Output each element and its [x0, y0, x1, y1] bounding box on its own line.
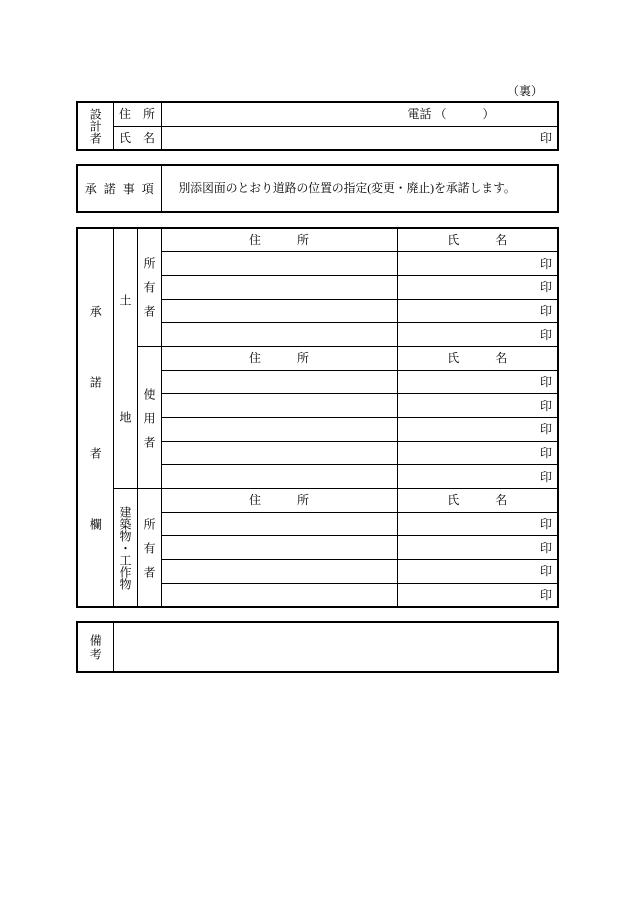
seal-mark: 印 — [539, 256, 552, 271]
name-cell — [397, 299, 558, 323]
name-cell — [397, 441, 558, 465]
name-cell — [397, 512, 558, 536]
name-cell — [397, 394, 558, 418]
column-header-address: 住 所 — [161, 489, 397, 513]
designer-name-label: 氏 名 — [113, 126, 161, 150]
land-label: 土地 — [118, 294, 132, 529]
seal-mark: 印 — [539, 398, 552, 413]
seal-mark: 印 — [539, 327, 552, 342]
remarks-label-cell — [77, 622, 113, 672]
column-header-name: 氏 名 — [397, 489, 558, 513]
consent-table — [76, 227, 559, 608]
designer-name-field — [161, 126, 558, 150]
name-cell — [397, 252, 558, 276]
name-cell — [397, 323, 558, 347]
address-cell — [161, 275, 397, 299]
seal-mark: 印 — [539, 280, 552, 295]
address-cell — [161, 299, 397, 323]
seal-mark: 印 — [539, 374, 552, 389]
seal-mark: 印 — [539, 130, 552, 145]
consent-item-text: 別添図面のとおり道路の位置の指定(変更・廃止)を承諾します。 — [161, 165, 558, 212]
reverse-side-label: （裏） — [507, 84, 544, 98]
consent-side-label: 承諾者欄 — [88, 305, 103, 589]
seal-mark: 印 — [539, 446, 552, 461]
designer-label: 設計者 — [88, 108, 103, 144]
address-cell — [161, 441, 397, 465]
name-cell — [397, 465, 558, 489]
address-cell — [161, 536, 397, 560]
seal-mark: 印 — [539, 422, 552, 437]
designer-address-field — [161, 102, 558, 126]
consent-item-table — [76, 164, 559, 213]
phone-label: 電話 （ ） — [407, 107, 495, 122]
designer-table — [76, 101, 559, 151]
land-user-header-row — [77, 346, 558, 370]
land-owner-header-row — [77, 228, 558, 252]
building-owner-label-cell — [137, 489, 161, 607]
seal-mark: 印 — [539, 469, 552, 484]
remarks-row — [77, 622, 558, 672]
address-cell — [161, 323, 397, 347]
name-cell — [397, 418, 558, 442]
seal-mark: 印 — [539, 564, 552, 579]
address-cell — [161, 465, 397, 489]
remarks-label: 備考 — [88, 634, 103, 662]
remarks-table — [76, 621, 559, 673]
address-cell — [161, 394, 397, 418]
seal-mark: 印 — [539, 587, 552, 602]
consent-item-label: 承 諾 事 項 — [77, 165, 161, 212]
designer-name-row — [77, 126, 558, 150]
designer-address-row — [77, 102, 558, 126]
remarks-field — [113, 622, 558, 672]
seal-mark: 印 — [539, 303, 552, 318]
name-cell — [397, 583, 558, 607]
consent-item-row — [77, 165, 558, 212]
building-owner-header-row — [77, 489, 558, 513]
name-cell — [397, 560, 558, 584]
address-cell — [161, 418, 397, 442]
address-cell — [161, 252, 397, 276]
land-label-cell — [113, 228, 137, 529]
designer-label-cell — [77, 102, 113, 150]
designer-address-label: 住 所 — [113, 102, 161, 126]
name-cell — [397, 275, 558, 299]
address-cell — [161, 583, 397, 607]
seal-mark: 印 — [539, 540, 552, 555]
column-header-address: 住 所 — [161, 346, 397, 370]
consent-side-label-cell — [77, 228, 113, 607]
address-cell — [161, 512, 397, 536]
column-header-name: 氏 名 — [397, 228, 558, 252]
land-user-label-cell — [137, 346, 161, 488]
seal-mark: 印 — [539, 517, 552, 532]
land-owner-label-cell — [137, 228, 161, 346]
address-cell — [161, 370, 397, 394]
name-cell — [397, 370, 558, 394]
building-label-cell — [113, 489, 137, 607]
building-label: 建築物・工作物 — [118, 505, 132, 590]
land-user-label: 使用者 — [142, 387, 156, 460]
name-cell — [397, 536, 558, 560]
column-header-name: 氏 名 — [397, 346, 558, 370]
building-owner-label: 所有者 — [142, 517, 156, 590]
land-owner-label: 所有者 — [142, 257, 156, 330]
address-cell — [161, 560, 397, 584]
column-header-address: 住 所 — [161, 228, 397, 252]
